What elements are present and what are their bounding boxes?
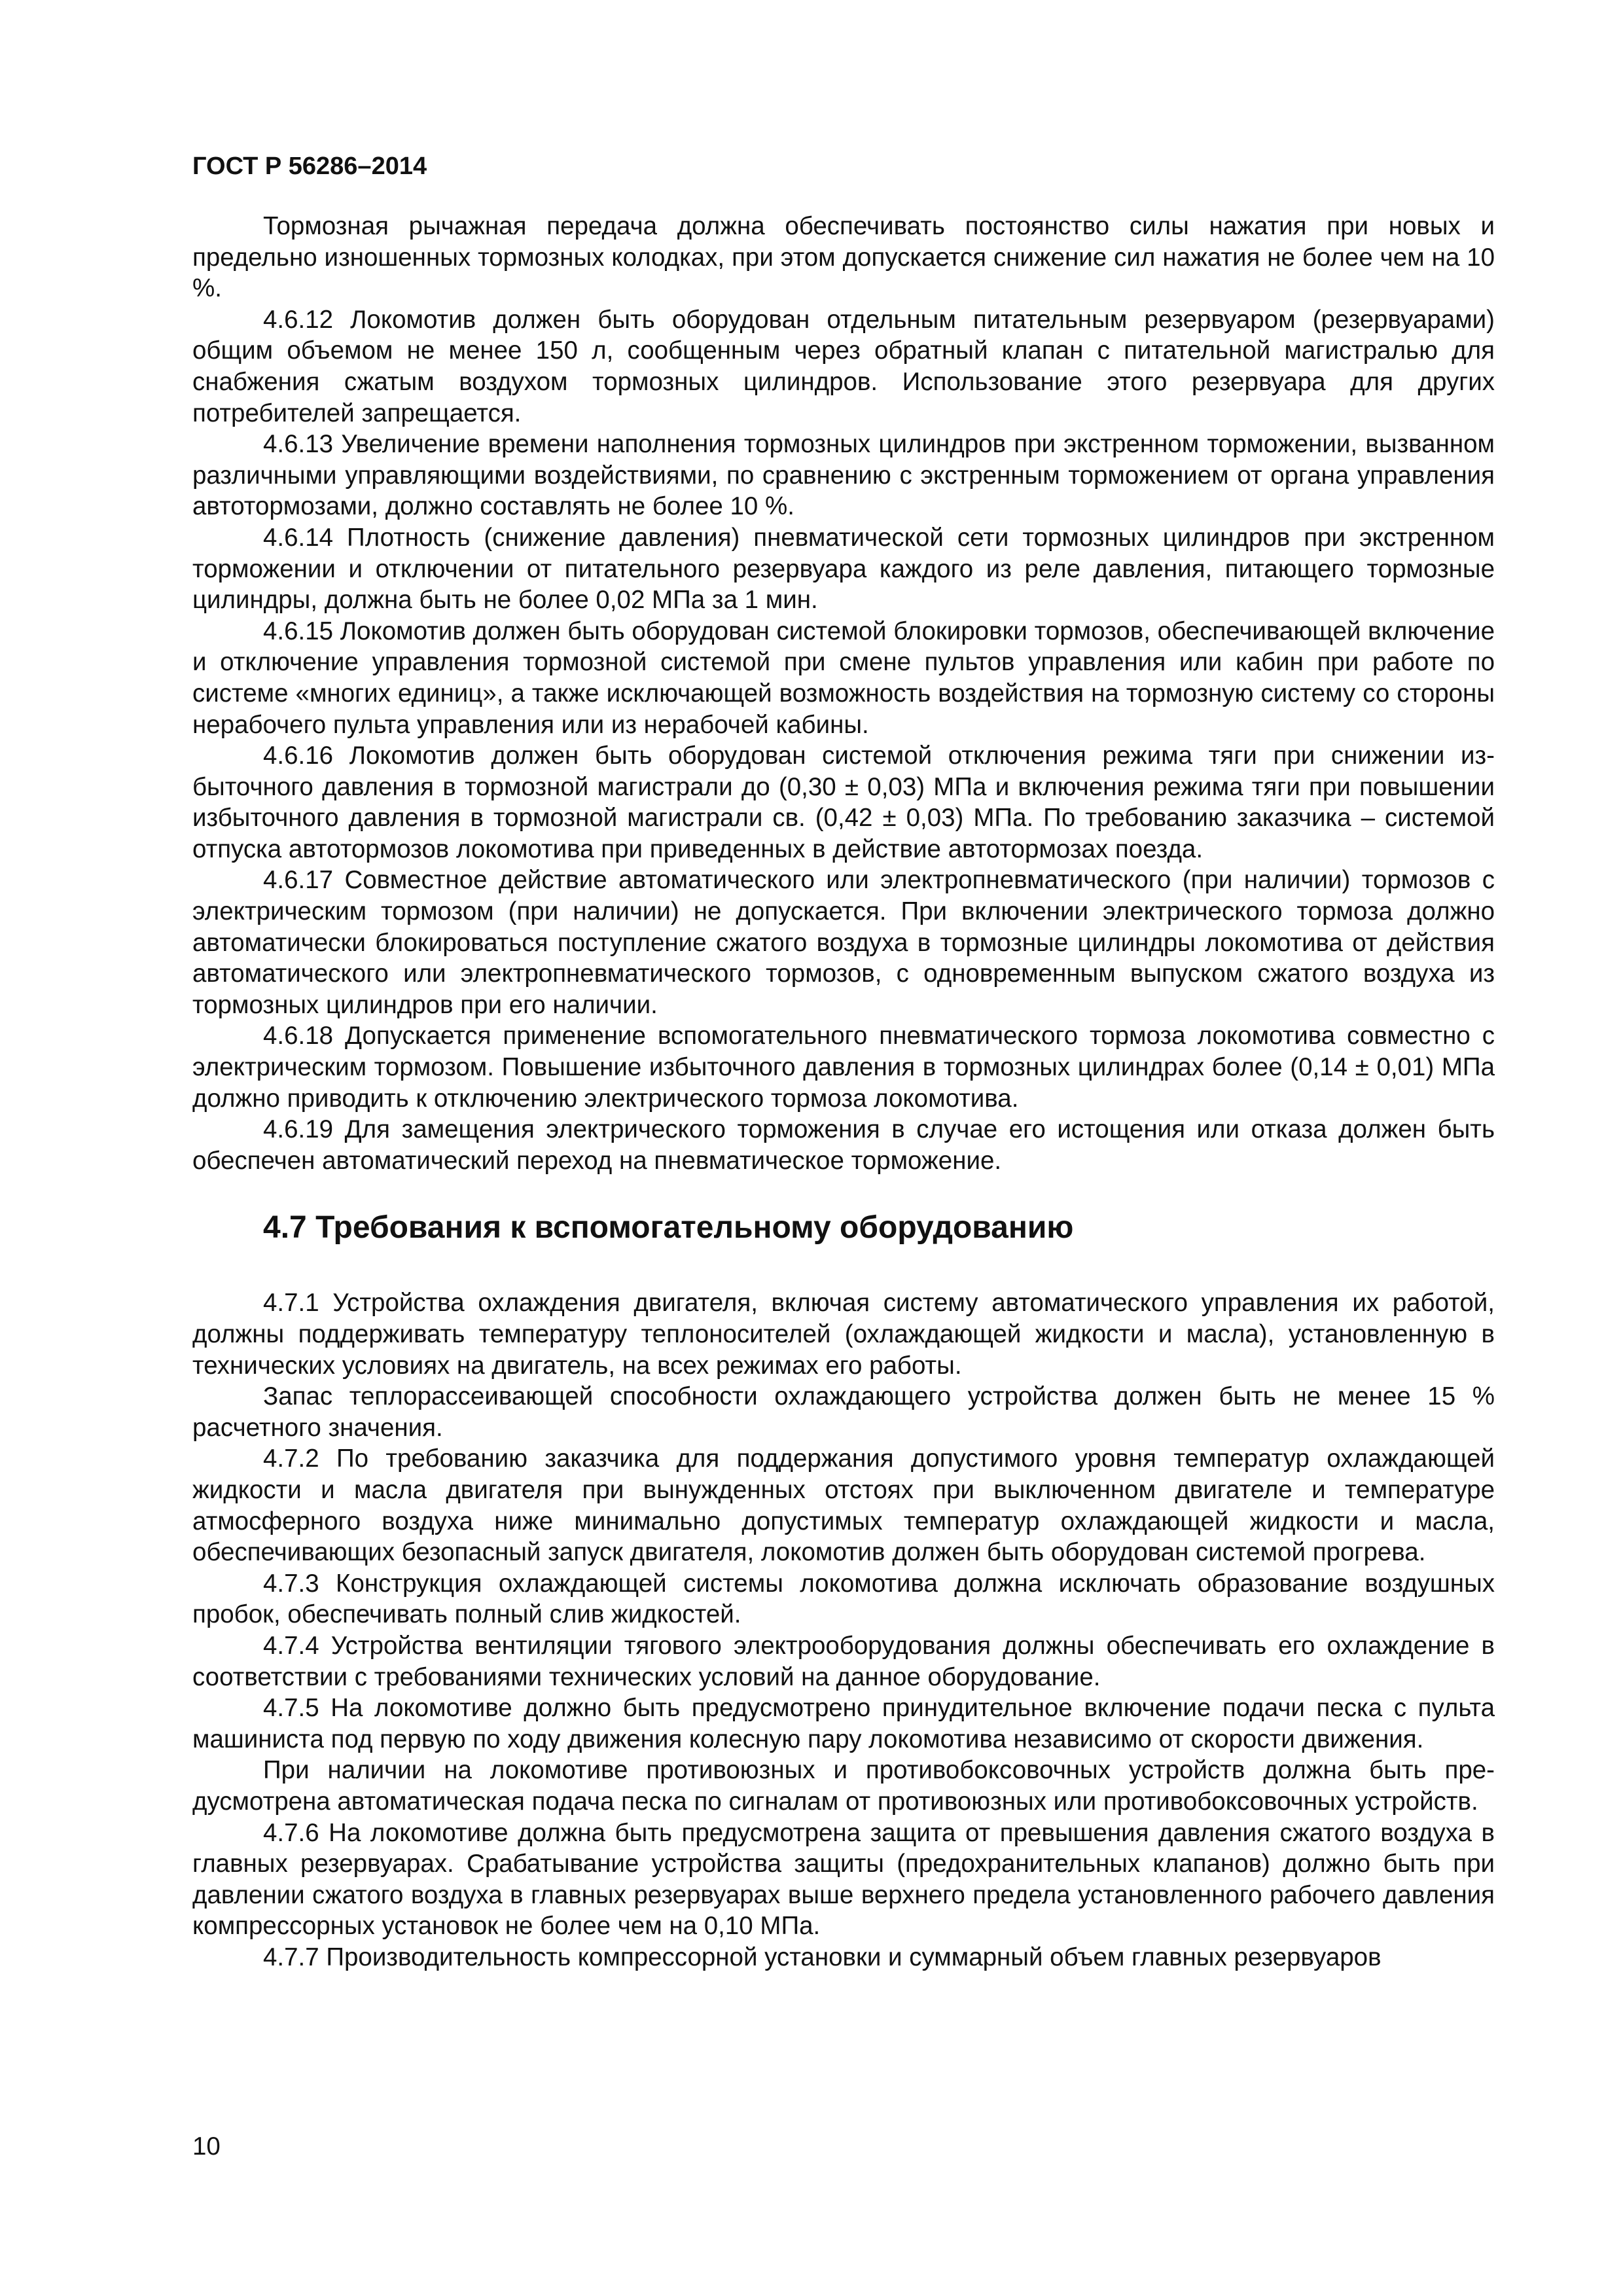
paragraph-4-6-19: 4.6.19 Для замещения электрического торможения в случае его истощения или отказа должен быть обеспечен автоматический переход на пневматическое торможение. xyxy=(192,1115,1495,1175)
document-page xyxy=(192,151,1495,1973)
paragraph-4-7-3: 4.7.3 Конструкция охлаждающей системы локомотива должна исключать образование воздушных пробок, обеспечивать полный слив жидкостей. xyxy=(192,1569,1495,1629)
paragraph-4-6-12: 4.6.12 Локомотив должен быть оборудован отдельным питательным резервуаром (резервуарами) общим объемом не менее 150 л, сообщенным через обратный клапан с питательной магистралью для снабжения сжатым воздухом тормозных цилиндров. Использование этого резервуара для других потребителей запрещается. xyxy=(192,305,1495,427)
paragraph-4-6-18: 4.6.18 Допускается применение вспомогательного пневматического тормоза локомотива совместно с электрическим тормозом. Повышение избыточного давления в тормозных цилиндрах более (0,14 ± 0,01) МПа должно приводить к отключению электрического тормоза локомотива. xyxy=(192,1022,1495,1113)
paragraph-4-7-2: 4.7.2 По требованию заказчика для поддержания допустимого уровня температур охлаждающей жидкости и масла двигателя при вынужденных отстоях при выключенном двигателе и температуре атмосферного воздуха ниже минимально допустимых температур охлаждающей жидкости и масла, обеспечивающих безопасный запуск двигателя, локомотив должен быть оборудован системой прогрева. xyxy=(192,1444,1495,1567)
document-header: ГОСТ Р 56286–2014 xyxy=(192,152,427,180)
paragraph-4-7-1: 4.7.1 Устройства охлаждения двигателя, включая систему автоматического управления их работой, должны поддерживать температуру теплоносителей (охлаждающей жидкости и масла), установленную в технических условиях на двигатель, на всех режимах его работы. xyxy=(192,1289,1495,1380)
page-number: 10 xyxy=(192,2132,221,2161)
paragraph-heat-reserve: Запас теплорассеивающей способности охлаждающего устройства должен быть не менее 15 % расчетного значения. xyxy=(192,1382,1495,1442)
paragraph-brake-lever: Тормозная рычажная передача должна обеспечивать постоянство силы нажатия при новых и предельно изношенных тормозных колодках, при этом допускается снижение сил нажатия не более чем на 10 %. xyxy=(192,212,1495,303)
paragraph-4-7-7: 4.7.7 Производительность компрессорной установки и суммарный объем главных резервуаров xyxy=(263,1943,1382,1971)
paragraph-4-6-17: 4.6.17 Совместное действие автоматического или электропневматического (при наличии) тормозов с электрическим тормозом (при наличии) не допускается. При включении электрического тормоза должно автоматически блокироваться поступление сжатого воздуха в тормозные цилиндры локомотива от действия автоматического или электропневматического тормозов, с одновременным выпуском сжатого воздуха из тормозных цилиндров при его наличии. xyxy=(192,866,1495,1019)
paragraph-4-7-5: 4.7.5 На локомотиве должно быть предусмотрено принудительное включение подачи песка с пульта машиниста под первую по ходу движения колесную пару локомотива независимо от скорости движения. xyxy=(192,1694,1495,1753)
paragraph-4-7-4: 4.7.4 Устройства вентиляции тягового электрооборудования должны обеспечивать его охлаждение в соответствии с требованиями технических условий на данное оборудование. xyxy=(192,1631,1495,1691)
paragraph-4-6-15: 4.6.15 Локомотив должен быть оборудован системой блокировки тормозов, обеспечивающей включение и отключение управления тормозной системой при смене пультов управления или кабин при работе по системе «многих единиц», а также исключающей возможность воздействия на тормозную систему со стороны нерабочего пульта управления или из нерабочей кабины. xyxy=(192,617,1495,739)
paragraph-4-6-16: 4.6.16 Локомотив должен быть оборудован системой отключения режима тяги при снижении избыточного давления в тормозной магистрали до (0,30 ± 0,03) МПа и включения режима тяги при повышении избыточного давления в тормозной магистрали св. (0,42 ± 0,03) МПа. По требованию заказчика – системой отпуска автотормозов локомотива при приведенных в действие автотормозах поезда. xyxy=(192,742,1495,863)
paragraph-4-7-6: 4.7.6 На локомотиве должна быть предусмотрена защита от превышения давления сжатого воздуха в главных резервуарах. Срабатывание устройства защиты (предохранительных клапанов) должно быть при давлении сжатого воздуха в главных резервуарах выше верхнего предела установленного рабочего давления компрессорных установок не более чем на 0,10 МПа. xyxy=(192,1818,1495,1941)
paragraph-4-6-14: 4.6.14 Плотность (снижение давления) пневматической сети тормозных цилиндров при экстренном торможении и отключении от питательного резервуара каждого из реле давления, питающего тормозные цилиндры, должна быть не более 0,02 МПа за 1 мин. xyxy=(192,523,1495,615)
paragraph-sand-supply: При наличии на локомотиве противоюзных и противобоксовочных устройств должна быть предусмотрена автоматическая подача песка по сигналам от противоюзных или противобоксовочных устройств. xyxy=(192,1756,1495,1816)
section-title: 4.7 Требования к вспомогательному оборудованию xyxy=(263,1210,1074,1246)
paragraph-4-6-13: 4.6.13 Увеличение времени наполнения тормозных цилиндров при экстренном торможении, вызванном различными управляющими воздействиями, по сравнению с экстренным торможением от органа управления автотормозами, должно составлять не более 10 %. xyxy=(192,430,1495,521)
